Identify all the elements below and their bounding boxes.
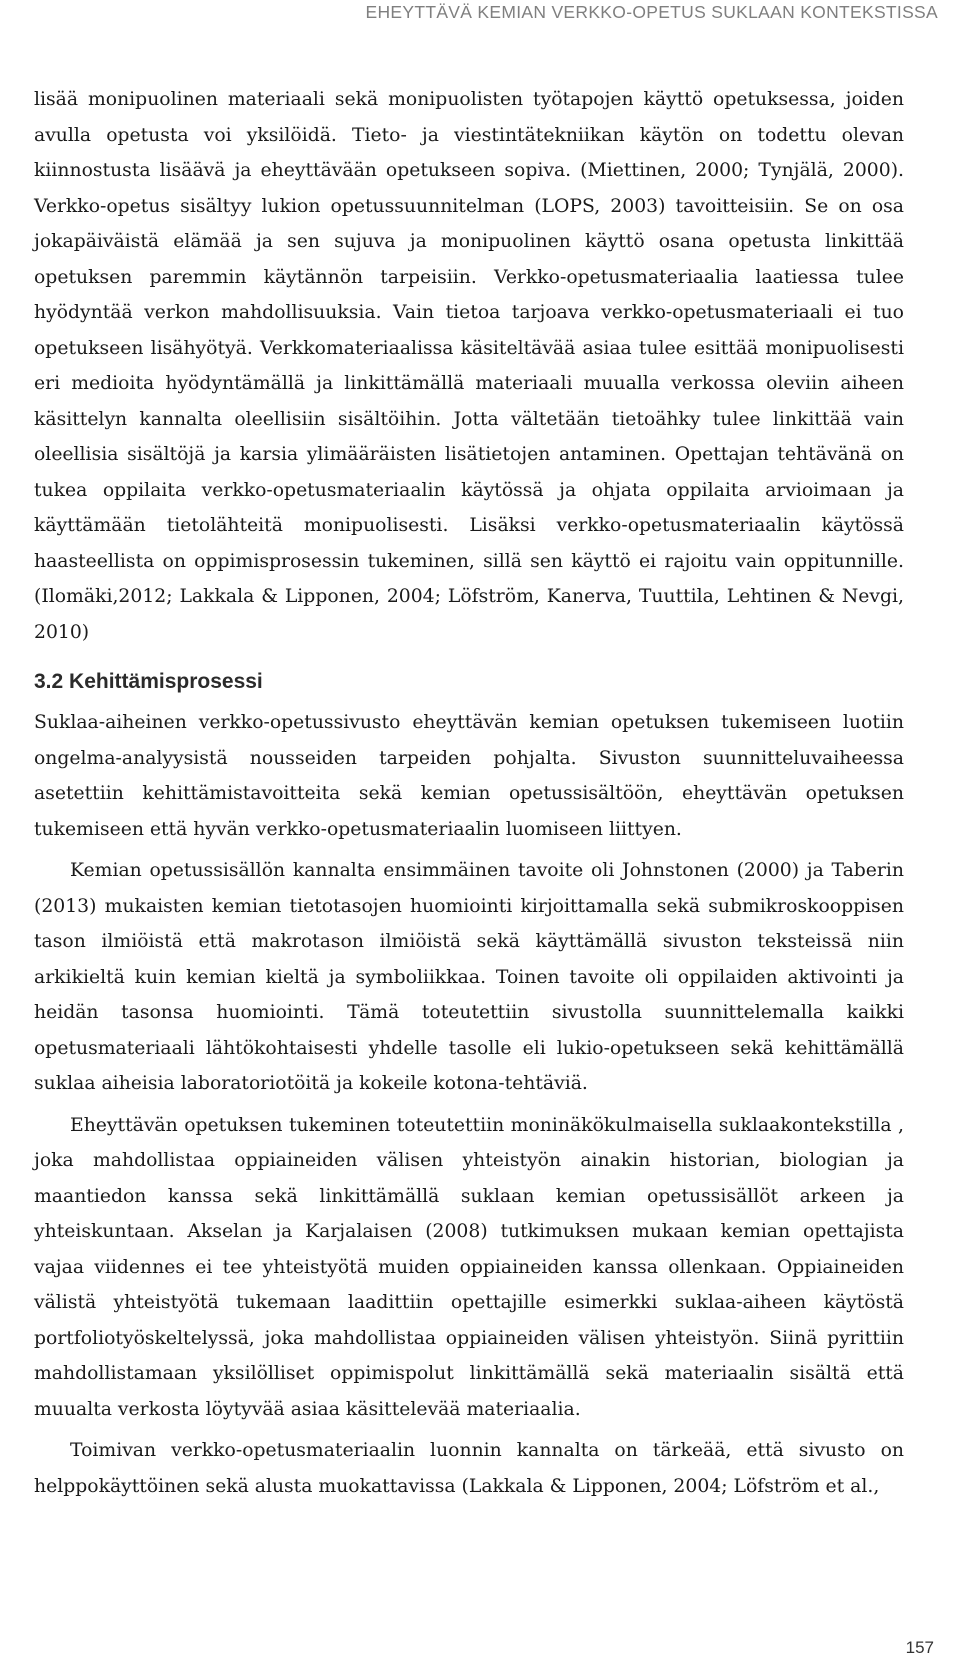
paragraph: Eheyttävän opetuksen tukeminen toteutettiin moninäkökulmaisella suklaakontekstilla , joka mahdollistaa oppiaineiden välisen yhteistyön ainakin historian, biologian ja maantiedon kanssa sekä linkittämällä suklaan kemian opetussisällöt arkeen ja yhteiskuntaan. Akselan ja Karjalaisen (2008) tutkimuksen mukaan kemian opettajista vajaa viidennes ei tee yhteistyötä muiden oppiaineiden kanssa ollenkaan. Oppiaineiden välistä yhteistyötä tukemaan laadittiin opettajille esimerkki suklaa-aiheen käytöstä portfoliotyöskeltelyssä, joka mahdollistaa oppiaineiden välisen yhteistyön. Siinä pyrittiin mahdollistamaan yksilölliset oppimispolut linkittämällä sekä materiaalin sisältä että muualta verkosta löytyvää asiaa käsittelevää materiaalia. — [34, 1114, 904, 1420]
section-heading: 3.2 Kehittämisprosessi — [34, 670, 263, 693]
paragraph: lisää monipuolinen materiaali sekä monipuolisten työtapojen käyttö opetuksessa, joiden avulla opetusta voi yksilöidä. Tieto- ja viestintätekniikan käytön on todettu olevan kiinnostusta lisäävä ja eheyttävään opetukseen sopiva. (Miettinen, 2000; Tynjälä, 2000). Verkko-opetus sisältyy lukion opetussuunnitelman (LOPS, 2003) tavoitteisiin. Se on osa jokapäiväistä elämää ja sen sujuva ja monipuolinen käyttö osana opetusta linkittää opetuksen paremmin käytännön tarpeisiin. Verkko-opetusmateriaalia laatiessa tulee hyödyntää verkon mahdollisuuksia. Vain tietoa tarjoava verkko-opetusmateriaali ei tuo opetukseen lisähyötyä. Verkkomateriaalissa käsiteltävää asiaa tulee esittää monipuolisesti eri medioita hyödyntämällä ja linkittämällä materiaali muualla verkossa oleviin aiheen käsittelyn kannalta oleellisiin sisältöihin. Jotta vältetään tietoähky tulee linkittää vain oleellisia sisältöjä ja karsia ylimääräisten lisätietojen antaminen. Opettajan tehtävänä on tukea oppilaita verkko-opetusmateriaalin käytössä ja ohjata oppilaita arvioimaan ja käyttämään tietolähteitä monipuolisesti. Lisäksi verkko-opetusmateriaalin käytössä haasteellista on oppimisprosessin tukeminen, sillä sen käyttö ei rajoitu vain oppitunnille. (Ilomäki,2012; Lakkala & Lipponen, 2004; Löfström, Kanerva, Tuuttila, Lehtinen & Nevgi, 2010) — [34, 89, 904, 643]
body-text-top — [34, 82, 904, 650]
section-body — [34, 705, 904, 1504]
paragraph: Suklaa-aiheinen verkko-opetussivusto eheyttävän kemian opetuksen tukemiseen luotiin ongelma-analyysistä nousseiden tarpeiden pohjalta. Sivuston suunnitteluvaiheessa asetettiin kehittämistavoitteita sekä kemian opetussisältöön, eheyttävän opetuksen tukemiseen että hyvän verkko-opetusmateriaalin luomiseen liittyen. — [34, 712, 904, 840]
page-number: 157 — [905, 1638, 934, 1657]
paragraph: Kemian opetussisällön kannalta ensimmäinen tavoite oli Johnstonen (2000) ja Taberin (2013) mukaisten kemian tietotasojen huomiointi kirjoittamalla sekä submikroskooppisen tason ilmiöistä että makrotason ilmiöistä sekä käyttämällä sivuston teksteissä niin arkikieltä kuin kemian kieltä ja symboliikkaa. Toinen tavoite oli oppilaiden aktivointi ja heidän tasonsa huomiointi. Tämä toteutettiin sivustolla suunnittelemalla kaikki opetusmateriaali lähtökohtaisesti yhdelle tasolle eli lukio-opetukseen sekä kehittämällä suklaa aiheisia laboratoriotöitä ja kokeile kotona-tehtäviä. — [34, 860, 904, 1094]
paragraph: Toimivan verkko-opetusmateriaalin luonnin kannalta on tärkeää, että sivusto on helppokäyttöinen sekä alusta muokattavissa (Lakkala & Lipponen, 2004; Löfström et al., — [34, 1440, 904, 1497]
running-header: EHEYTTÄVÄ KEMIAN VERKKO-OPETUS SUKLAAN KONTEKSTISSA — [365, 2, 938, 22]
